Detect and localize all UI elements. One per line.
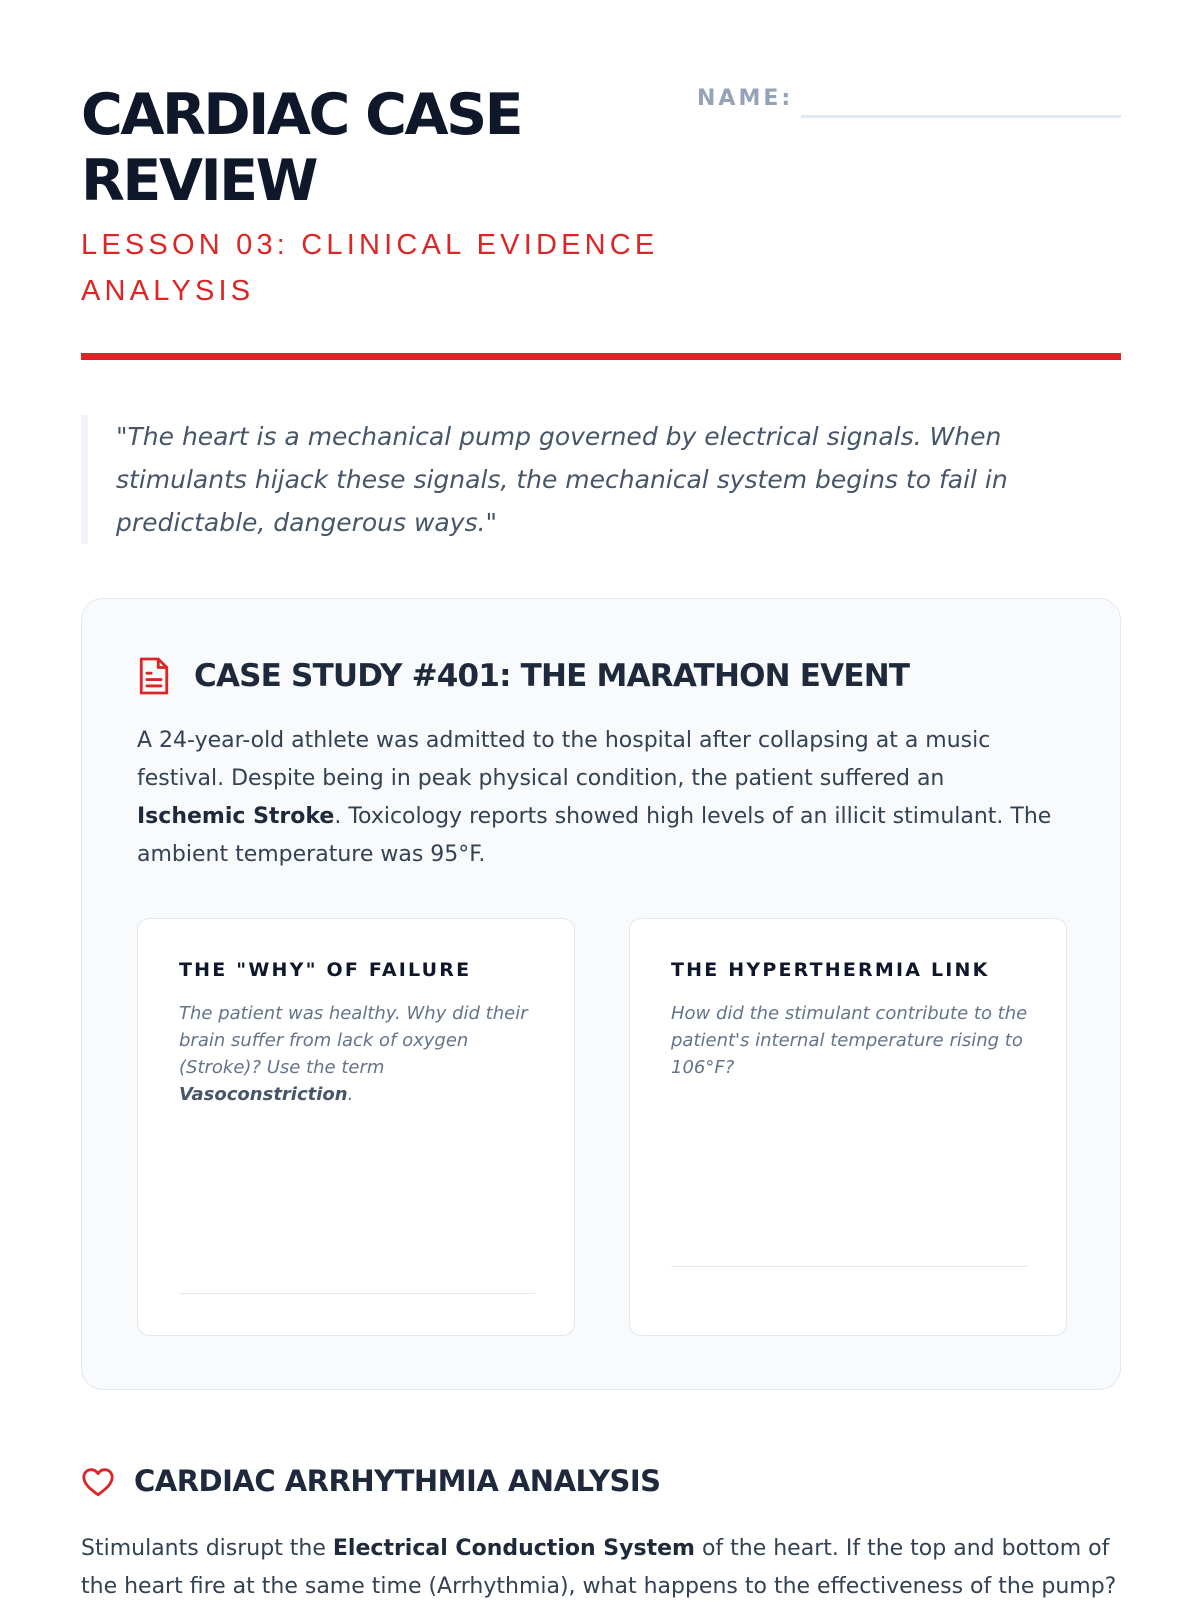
- case-study-description: [137, 722, 1057, 874]
- case-study-title: CASE STUDY #401: THE MARATHON EVENT: [194, 658, 910, 694]
- lesson-subtitle: LESSON 03: CLINICAL EVIDENCE ANALYSIS: [81, 229, 659, 307]
- prompt-text-part: The patient was healthy. Why did their brain suffer from lack of oxygen (Stroke)? Use the term: [179, 1003, 528, 1078]
- worksheet-header: [81, 82, 1121, 307]
- page-title: CARDIAC CASE REVIEW: [81, 82, 522, 214]
- arr-key-term: Electrical Conduction System: [332, 1536, 695, 1561]
- arr-text-part: of the heart. If the top and bottom of the heart fire at the same time (Arrhythmia), what happens to the effectiveness of the pump?: [81, 1536, 1117, 1599]
- prompt-key-term: Vasoconstriction: [179, 1084, 348, 1105]
- question-title: THE "WHY" OF FAILURE: [179, 959, 472, 981]
- question-prompt: [179, 1000, 539, 1108]
- arrhythmia-description: [81, 1530, 1121, 1606]
- header-divider: [81, 353, 1121, 360]
- document-icon: [137, 656, 171, 696]
- answer-line[interactable]: [179, 1293, 535, 1294]
- arr-text-part: Stimulants disrupt the: [81, 1536, 333, 1561]
- case-study-card: [81, 598, 1121, 1390]
- name-field[interactable]: [801, 115, 1121, 118]
- prompt-text-part: .: [347, 1084, 354, 1105]
- question-prompt: How did the stimulant contribute to the patient's internal temperature rising to 106°F?: [671, 1003, 1028, 1078]
- section-title: CARDIAC ARRHYTHMIA ANALYSIS: [134, 1464, 661, 1498]
- intro-quote: "The heart is a mechanical pump governed by electrical signals. When stimulants hijack these signals, the mechanical system begins to fail in predictable, dangerous ways.": [81, 415, 1116, 544]
- question-title: THE HYPERTHERMIA LINK: [671, 959, 990, 981]
- question-card-hyperthermia: [629, 918, 1067, 1336]
- name-label: NAME:: [697, 86, 794, 111]
- question-card-failure: [137, 918, 575, 1336]
- answer-line[interactable]: [671, 1266, 1027, 1267]
- case-text-part: A 24-year-old athlete was admitted to the hospital after collapsing at a music festival. Despite being in peak physical condition, the patient suffered an: [137, 728, 991, 791]
- case-text-part: . Toxicology reports showed high levels of an illicit stimulant. The ambient temperature was 95°F.: [137, 804, 1052, 867]
- case-key-term: Ischemic Stroke: [137, 804, 335, 829]
- heart-icon: [81, 1466, 115, 1498]
